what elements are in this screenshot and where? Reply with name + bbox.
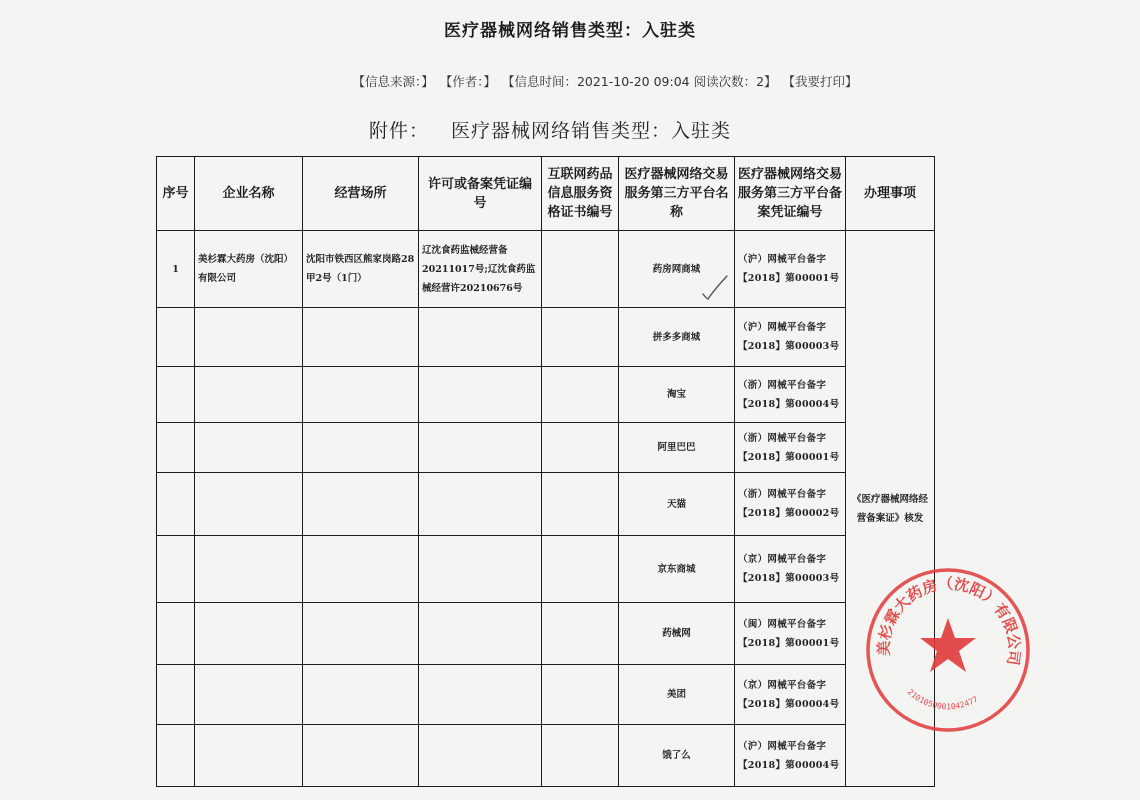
cell-place — [303, 536, 419, 603]
cell-place — [303, 665, 419, 725]
cell-license — [419, 473, 542, 536]
cell-platform: 拼多多商城 — [619, 308, 735, 367]
cell-company — [195, 367, 303, 423]
header-platform: 医疗器械网络交易服务第三方平台名称 — [619, 157, 735, 231]
cell-internet — [542, 308, 619, 367]
cell-platform: 淘宝 — [619, 367, 735, 423]
cell-seq — [157, 725, 195, 787]
table-row — [157, 603, 935, 665]
cell-place — [303, 423, 419, 473]
attachment-label: 附件： — [368, 120, 429, 142]
table-row — [157, 725, 935, 787]
cell-platform-record: （沪）网械平台备字【2018】第00004号 — [735, 725, 846, 787]
cell-seq — [157, 308, 195, 367]
company-seal-icon — [858, 560, 1038, 740]
cell-license — [419, 536, 542, 603]
meta-source: 【信息来源：】 — [352, 74, 434, 89]
cell-seq — [157, 473, 195, 536]
cell-platform-record: （浙）网械平台备字【2018】第00001号 — [735, 423, 846, 473]
header-company: 企业名称 — [195, 157, 303, 231]
cell-internet — [542, 367, 619, 423]
cell-license — [419, 423, 542, 473]
header-license: 许可或备案凭证编号 — [419, 157, 542, 231]
cell-internet — [542, 473, 619, 536]
header-platform-record: 医疗器械网络交易服务第三方平台备案凭证编号 — [735, 157, 846, 231]
attachment-heading: 医疗器械网络销售类型：入驻类 — [451, 120, 732, 142]
cell-license — [419, 725, 542, 787]
cell-company — [195, 725, 303, 787]
seal-text: 美杉霖大药房（沈阳）有限公司 — [874, 574, 1024, 667]
cell-internet — [542, 725, 619, 787]
table-row — [157, 231, 935, 308]
cell-seq: 1 — [157, 231, 195, 308]
article-meta — [0, 72, 1140, 90]
cell-matter: 《医疗器械网络经营备案证》核发 — [846, 231, 935, 787]
cell-platform: 阿里巴巴 — [619, 423, 735, 473]
cell-platform-record: （浙）网械平台备字【2018】第00004号 — [735, 367, 846, 423]
table-row — [157, 423, 935, 473]
cell-internet — [542, 665, 619, 725]
cell-place — [303, 473, 419, 536]
cell-company — [195, 308, 303, 367]
attachment-title — [0, 116, 1100, 143]
cell-internet — [542, 423, 619, 473]
cell-place: 沈阳市铁西区熊家岗路28甲2号（1门） — [303, 231, 419, 308]
cell-platform-record: （沪）网械平台备字【2018】第00003号 — [735, 308, 846, 367]
cell-company — [195, 665, 303, 725]
cell-internet — [542, 231, 619, 308]
cell-platform: 饿了么 — [619, 725, 735, 787]
cell-platform-record: （沪）网械平台备字【2018】第00001号 — [735, 231, 846, 308]
header-internet: 互联网药品信息服务资格证书编号 — [542, 157, 619, 231]
cell-platform: 美团 — [619, 665, 735, 725]
cell-company — [195, 473, 303, 536]
cell-seq — [157, 536, 195, 603]
cell-internet — [542, 536, 619, 603]
cell-platform: 药房网商城 — [619, 231, 735, 308]
check-mark-icon — [700, 272, 730, 302]
cell-seq — [157, 423, 195, 473]
header-matter: 办理事项 — [846, 157, 935, 231]
cell-company — [195, 603, 303, 665]
seal-number: 2101050001042477 — [905, 687, 980, 712]
cell-place — [303, 367, 419, 423]
cell-license — [419, 308, 542, 367]
cell-company: 美杉霖大药房（沈阳）有限公司 — [195, 231, 303, 308]
meta-author: 【作者：】 — [439, 74, 496, 89]
cell-seq — [157, 665, 195, 725]
svg-text:2101050001042477 — [906, 687, 980, 711]
cell-license — [419, 367, 542, 423]
header-place: 经营场所 — [303, 157, 419, 231]
meta-time: 【信息时间：2021-10-20 09:04 阅读次数：2】 — [501, 74, 777, 89]
header-seq: 序号 — [157, 157, 195, 231]
page-title: 医疗器械网络销售类型：入驻类 — [444, 21, 696, 41]
table-row — [157, 308, 935, 367]
cell-license — [419, 665, 542, 725]
cell-seq — [157, 603, 195, 665]
cell-company — [195, 536, 303, 603]
cell-platform-record: （浙）网械平台备字【2018】第00002号 — [735, 473, 846, 536]
table-row — [157, 367, 935, 423]
cell-place — [303, 725, 419, 787]
cell-platform: 京东商城 — [619, 536, 735, 603]
filing-table — [156, 156, 935, 787]
cell-platform: 药械网 — [619, 603, 735, 665]
cell-seq — [157, 367, 195, 423]
cell-place — [303, 603, 419, 665]
table-row — [157, 665, 935, 725]
print-link[interactable]: 【我要打印】 — [782, 74, 858, 89]
cell-internet — [542, 603, 619, 665]
cell-platform-record: （京）网械平台备字【2018】第00004号 — [735, 665, 846, 725]
cell-place — [303, 308, 419, 367]
cell-platform-record: （闽）网械平台备字【2018】第00001号 — [735, 603, 846, 665]
cell-platform-record: （京）网械平台备字【2018】第00003号 — [735, 536, 846, 603]
table-row — [157, 473, 935, 536]
header-row — [157, 157, 935, 231]
table-row — [157, 536, 935, 603]
cell-license: 辽沈食药监械经营备20211017号;辽沈食药监械经营许20210676号 — [419, 231, 542, 308]
cell-company — [195, 423, 303, 473]
cell-license — [419, 603, 542, 665]
cell-platform: 天猫 — [619, 473, 735, 536]
